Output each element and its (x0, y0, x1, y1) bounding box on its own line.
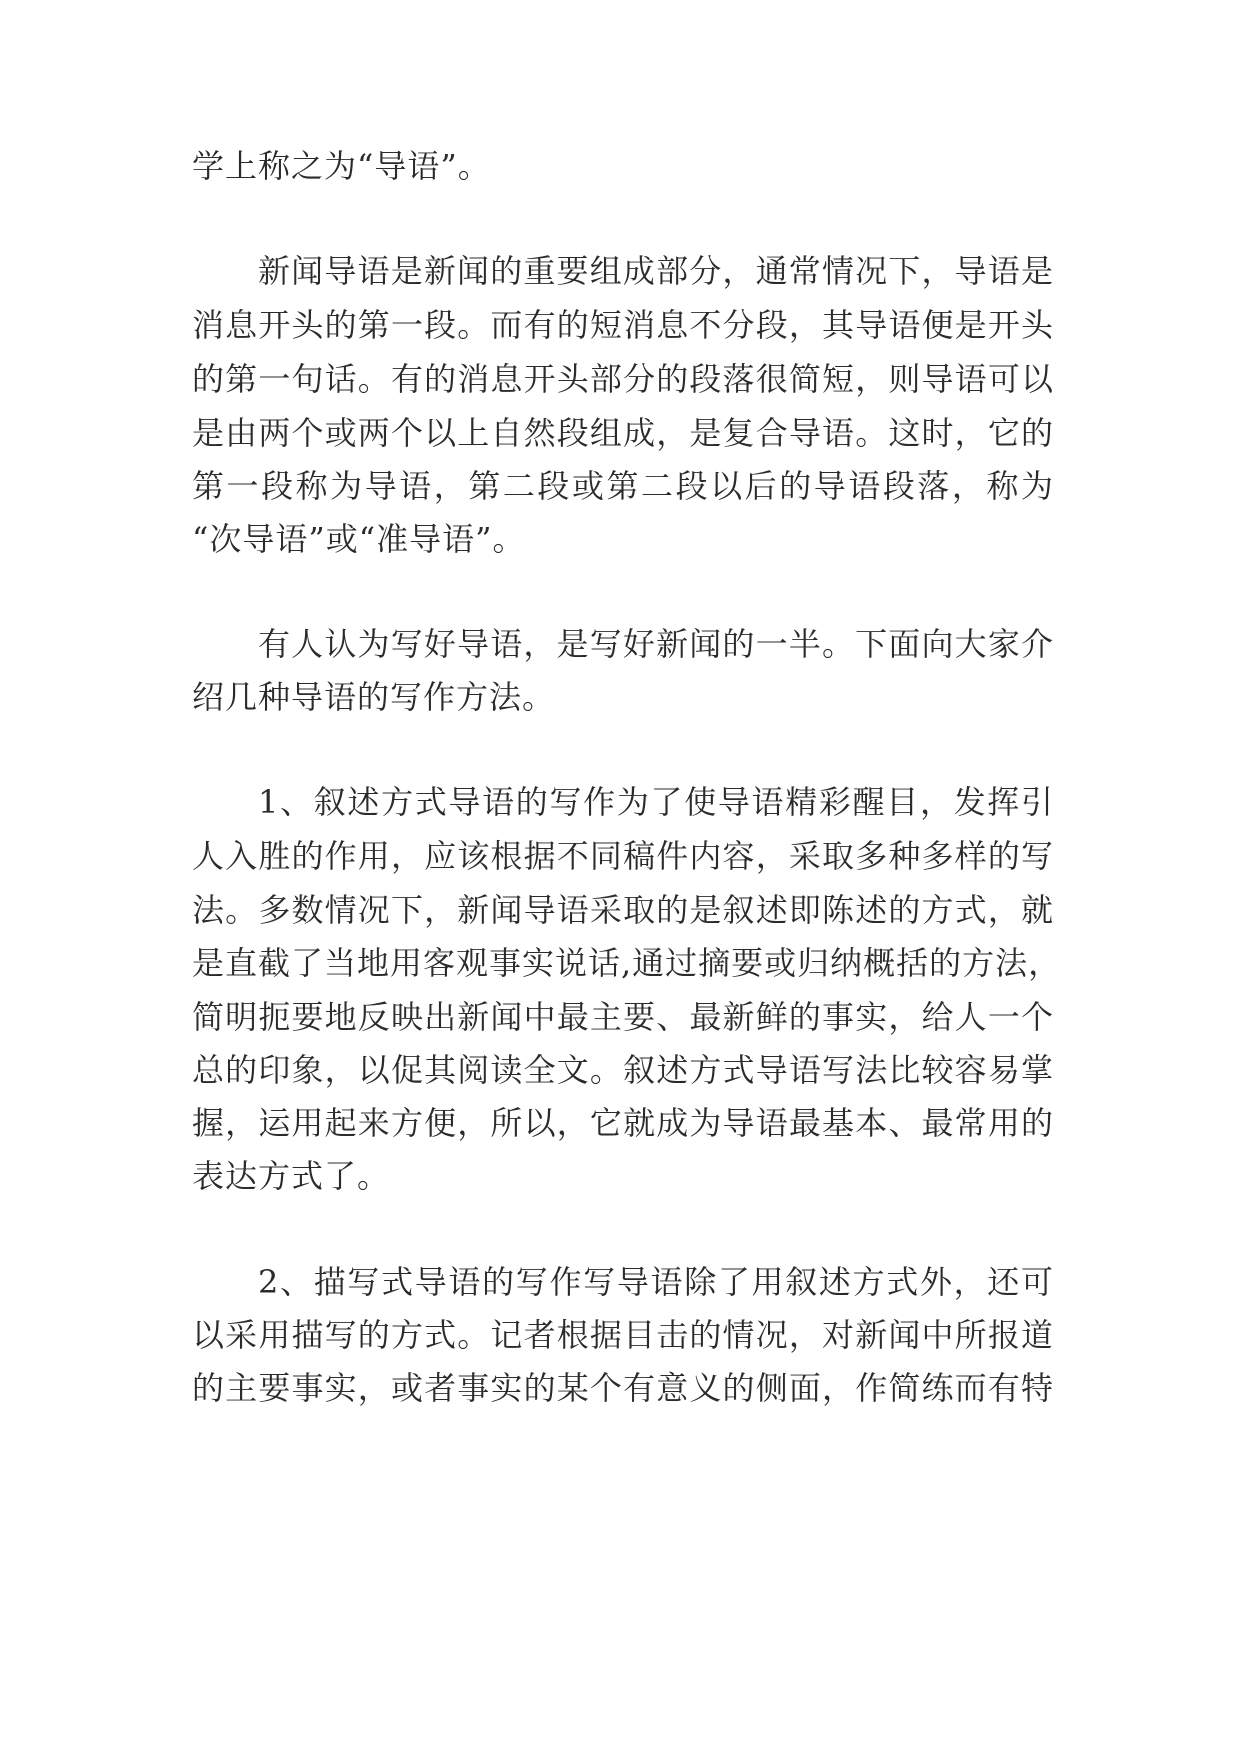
text-line: 总的印象，以促其阅读全文。叙述方式导语写法比较容易掌 (192, 1051, 1054, 1089)
text-line: 握，运用起来方便，所以，它就成为导语最基本、最常用的 (192, 1104, 1054, 1142)
text-line: 是由两个或两个以上自然段组成，是复合导语。这时，它的 (192, 414, 1054, 452)
text-line: 消息开头的第一段。而有的短消息不分段，其导语便是开头 (192, 306, 1054, 344)
text-line: 的第一句话。有的消息开头部分的段落很简短，则导语可以 (192, 360, 1054, 398)
text-line: 简明扼要地反映出新闻中最主要、最新鲜的事实，给人一个 (192, 998, 1054, 1036)
text-line: 第一段称为导语，第二段或第二段以后的导语段落，称为 (192, 467, 1054, 505)
text-line: 人入胜的作用，应该根据不同稿件内容，采取多种多样的写 (192, 837, 1054, 875)
text-line: 1、叙述方式导语的写作为了使导语精彩醒目，发挥引 (258, 783, 1054, 821)
text-line: 以采用描写的方式。记者根据目击的情况，对新闻中所报道 (192, 1316, 1054, 1354)
text-line: 法。多数情况下，新闻导语采取的是叙述即陈述的方式，就 (192, 891, 1054, 929)
text-line: 学上称之为“导语”。 (192, 147, 491, 185)
text-line: 2、描写式导语的写作写导语除了用叙述方式外，还可 (258, 1263, 1054, 1301)
text-line: 绍几种导语的写作方法。 (192, 678, 556, 716)
text-line: 的主要事实，或者事实的某个有意义的侧面，作简练而有特 (192, 1369, 1054, 1407)
text-line: 表达方式了。 (192, 1157, 391, 1195)
text-line: 是直截了当地用客观事实说话,通过摘要或归纳概括的方法， (192, 944, 1062, 982)
text-line: 新闻导语是新闻的重要组成部分，通常情况下，导语是 (258, 252, 1054, 290)
text-line: “次导语”或“准导语”。 (192, 520, 526, 558)
text-line: 有人认为写好导语，是写好新闻的一半。下面向大家介 (258, 625, 1054, 663)
